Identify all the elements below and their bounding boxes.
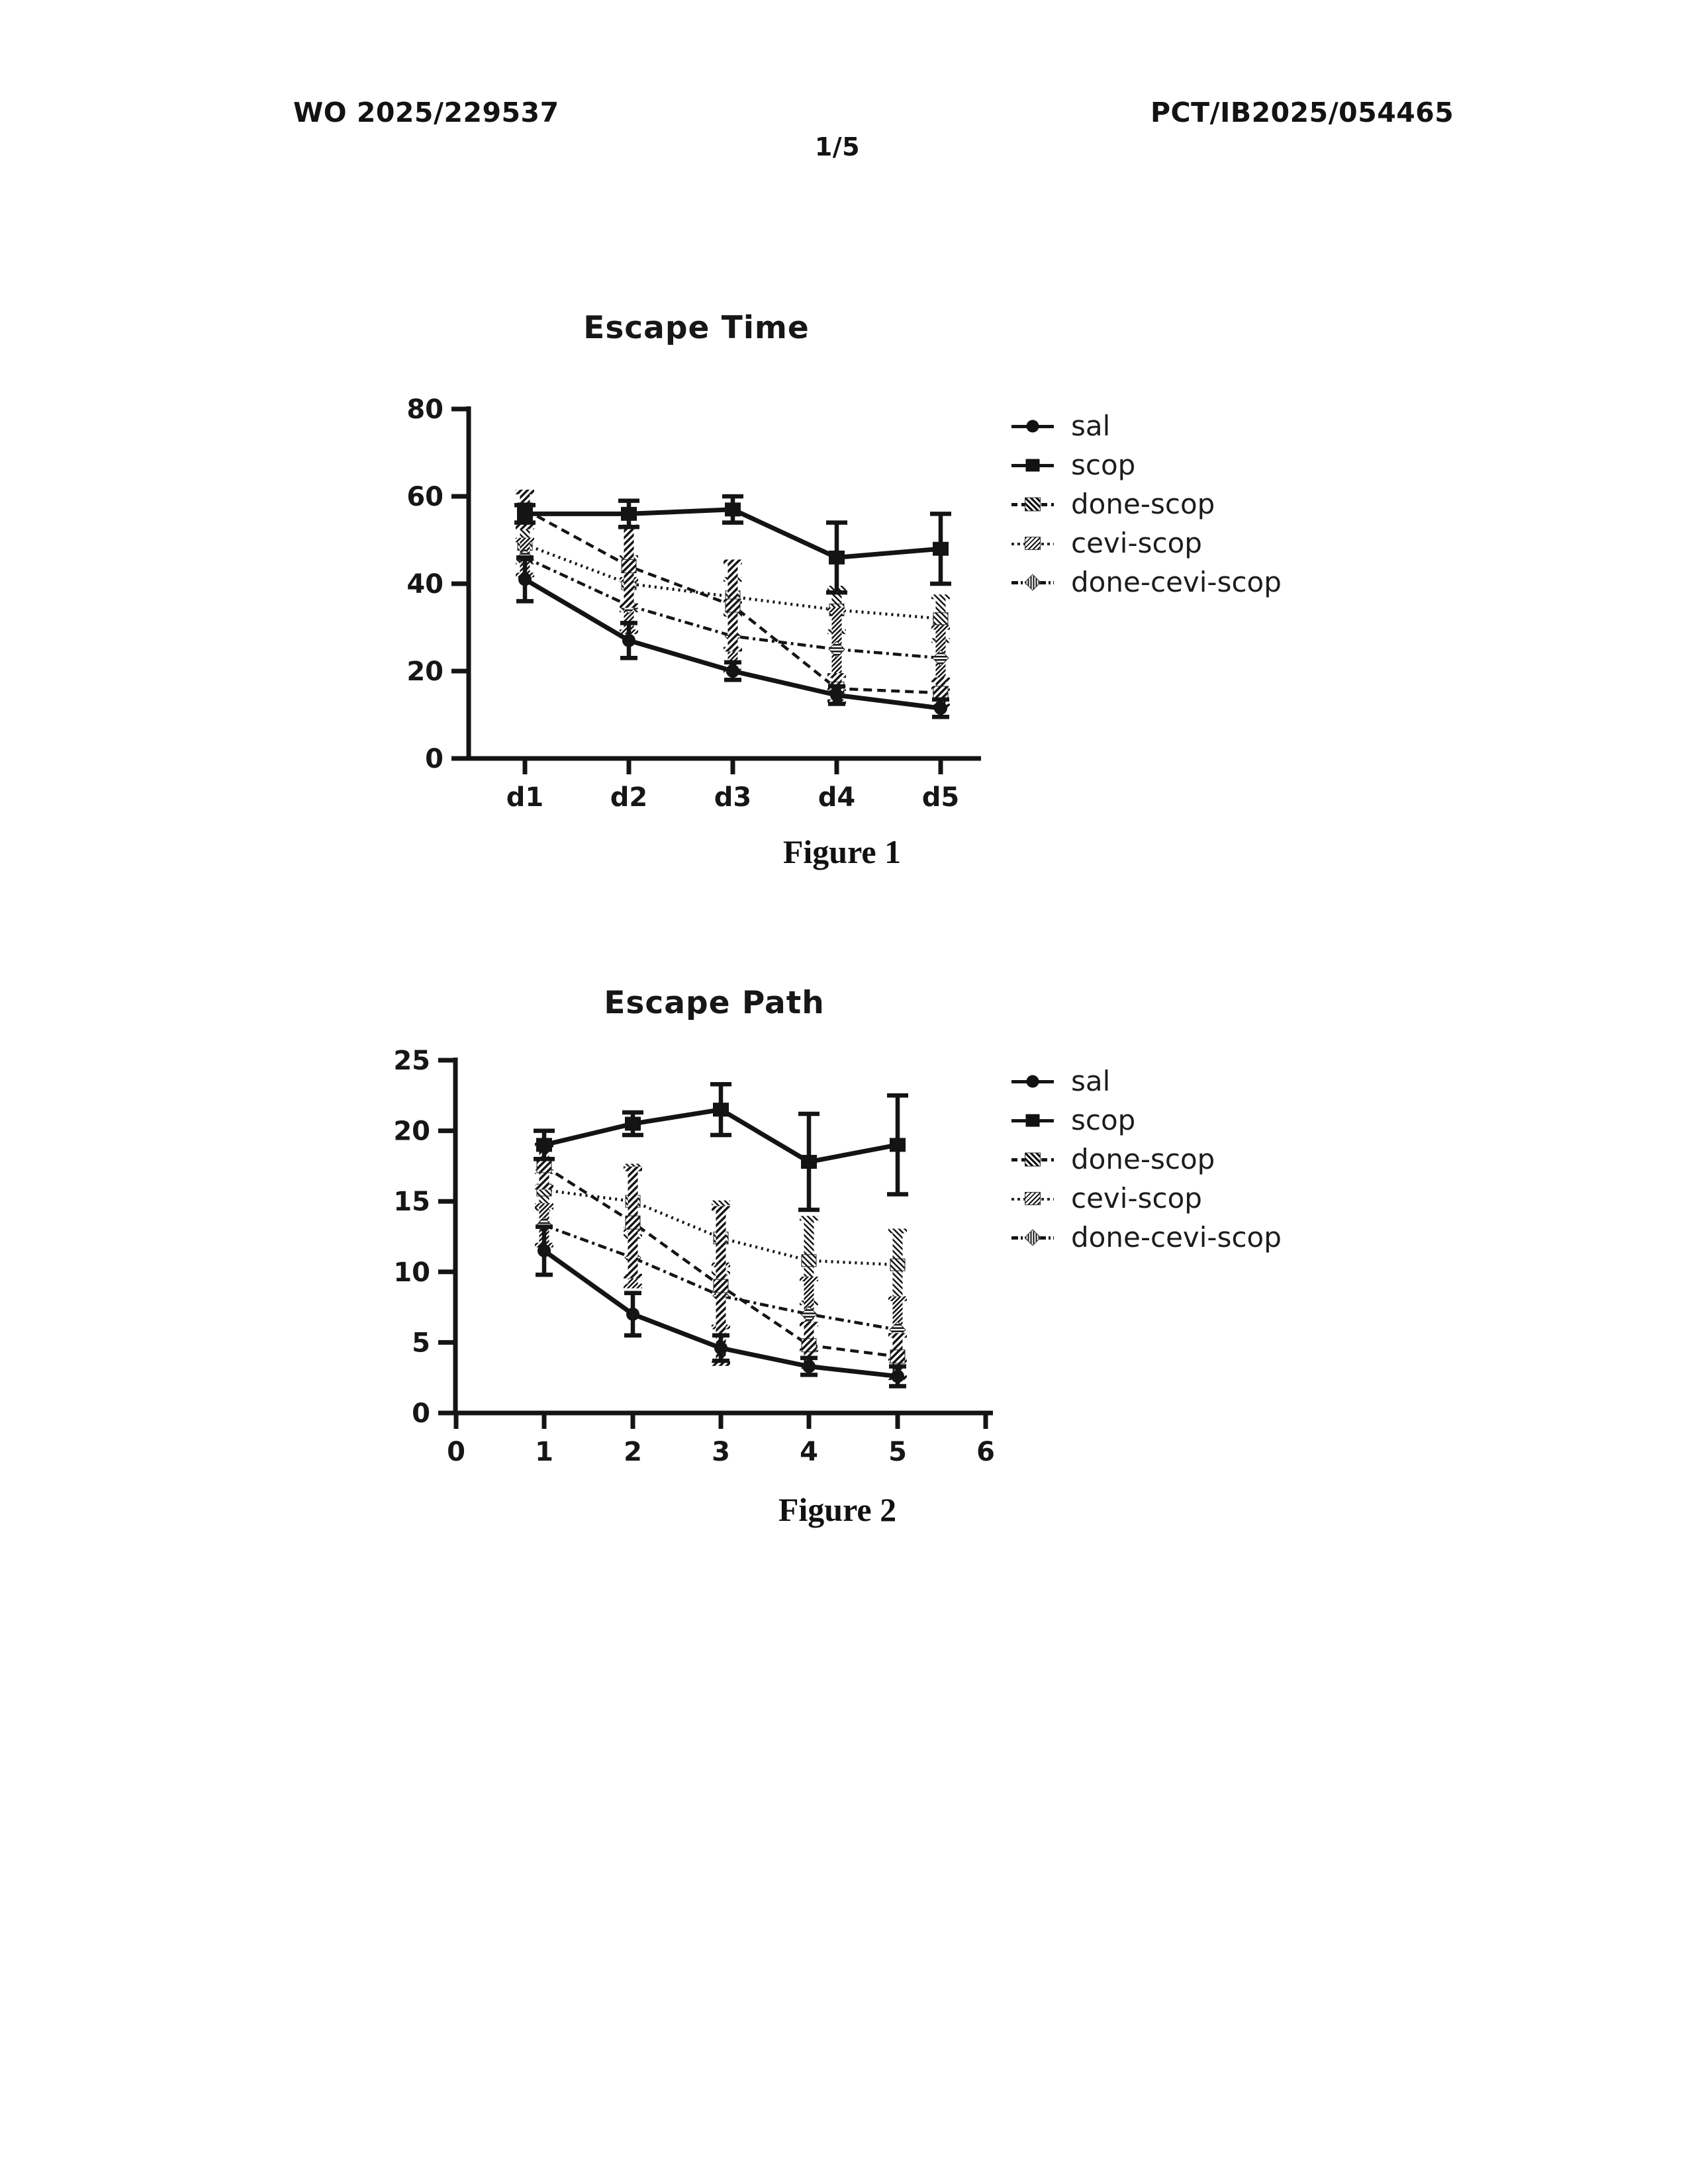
sheet-number: 1/5 — [814, 132, 861, 161]
figure2-legend — [1011, 1062, 1282, 1257]
legend-label: scop — [1071, 1104, 1136, 1136]
legend-item-cevi-scop — [1011, 523, 1282, 563]
svg-text:4: 4 — [800, 1437, 818, 1467]
publication-number: WO 2025/229537 — [293, 97, 559, 128]
svg-text:3: 3 — [712, 1437, 730, 1467]
svg-text:0: 0 — [447, 1437, 465, 1467]
svg-text:5: 5 — [412, 1328, 430, 1359]
legend-label: cevi-scop — [1071, 527, 1202, 559]
svg-text:15: 15 — [393, 1187, 430, 1218]
figure2-caption: Figure 2 — [778, 1491, 897, 1528]
svg-text:6: 6 — [976, 1437, 995, 1467]
svg-text:0: 0 — [412, 1398, 430, 1429]
svg-text:5: 5 — [888, 1437, 907, 1467]
filled-square-icon — [1011, 457, 1054, 474]
filled-circle-icon — [1011, 418, 1054, 435]
legend-label: done-scop — [1071, 488, 1215, 520]
legend-item-done-cevi-scop — [1011, 563, 1282, 602]
hatched-block-icon — [1011, 1190, 1054, 1207]
svg-text:d5: d5 — [921, 782, 960, 813]
svg-text:10: 10 — [393, 1257, 430, 1288]
legend-item-cevi-scop — [1011, 1179, 1282, 1218]
legend-label: cevi-scop — [1071, 1182, 1202, 1214]
svg-text:20: 20 — [406, 657, 444, 687]
figure1-caption: Figure 1 — [782, 833, 902, 870]
svg-text:80: 80 — [406, 394, 444, 425]
hatched-diamond-icon — [1011, 1229, 1054, 1246]
legend-item-done-cevi-scop — [1011, 1218, 1282, 1257]
svg-text:60: 60 — [406, 482, 444, 512]
legend-label: done-scop — [1071, 1143, 1215, 1175]
figure2-title: Escape Path — [604, 985, 825, 1021]
application-number: PCT/IB2025/054465 — [1150, 97, 1454, 128]
legend-item-sal — [1011, 1062, 1282, 1101]
figure1-chart — [344, 357, 1046, 847]
legend-label: done-cevi-scop — [1071, 566, 1282, 598]
svg-text:1: 1 — [535, 1437, 553, 1467]
svg-text:0: 0 — [425, 744, 444, 774]
svg-text:2: 2 — [624, 1437, 642, 1467]
svg-text:20: 20 — [393, 1116, 430, 1147]
figure2-chart — [344, 1032, 1046, 1496]
hatched-square-icon — [1011, 496, 1054, 513]
legend-label: scop — [1071, 449, 1136, 481]
figure1-title: Escape Time — [583, 310, 810, 346]
hatched-block-icon — [1011, 535, 1054, 552]
legend-item-done-scop — [1011, 1140, 1282, 1179]
legend-item-scop — [1011, 445, 1282, 484]
svg-text:d4: d4 — [818, 782, 856, 813]
legend-label: sal — [1071, 1065, 1111, 1097]
series-scop — [534, 1084, 908, 1210]
legend-label: sal — [1071, 410, 1111, 442]
svg-text:d3: d3 — [714, 782, 752, 813]
hatched-diamond-icon — [1011, 574, 1054, 591]
svg-text:25: 25 — [393, 1046, 430, 1076]
svg-text:d2: d2 — [610, 782, 648, 813]
svg-text:40: 40 — [406, 569, 444, 600]
legend-item-done-scop — [1011, 484, 1282, 523]
legend-item-sal — [1011, 406, 1282, 445]
filled-square-icon — [1011, 1112, 1054, 1129]
hatched-square-icon — [1011, 1151, 1054, 1168]
legend-item-scop — [1011, 1101, 1282, 1140]
svg-text:d1: d1 — [506, 782, 544, 813]
figure1-legend — [1011, 406, 1282, 602]
legend-label: done-cevi-scop — [1071, 1221, 1282, 1253]
filled-circle-icon — [1011, 1073, 1054, 1090]
